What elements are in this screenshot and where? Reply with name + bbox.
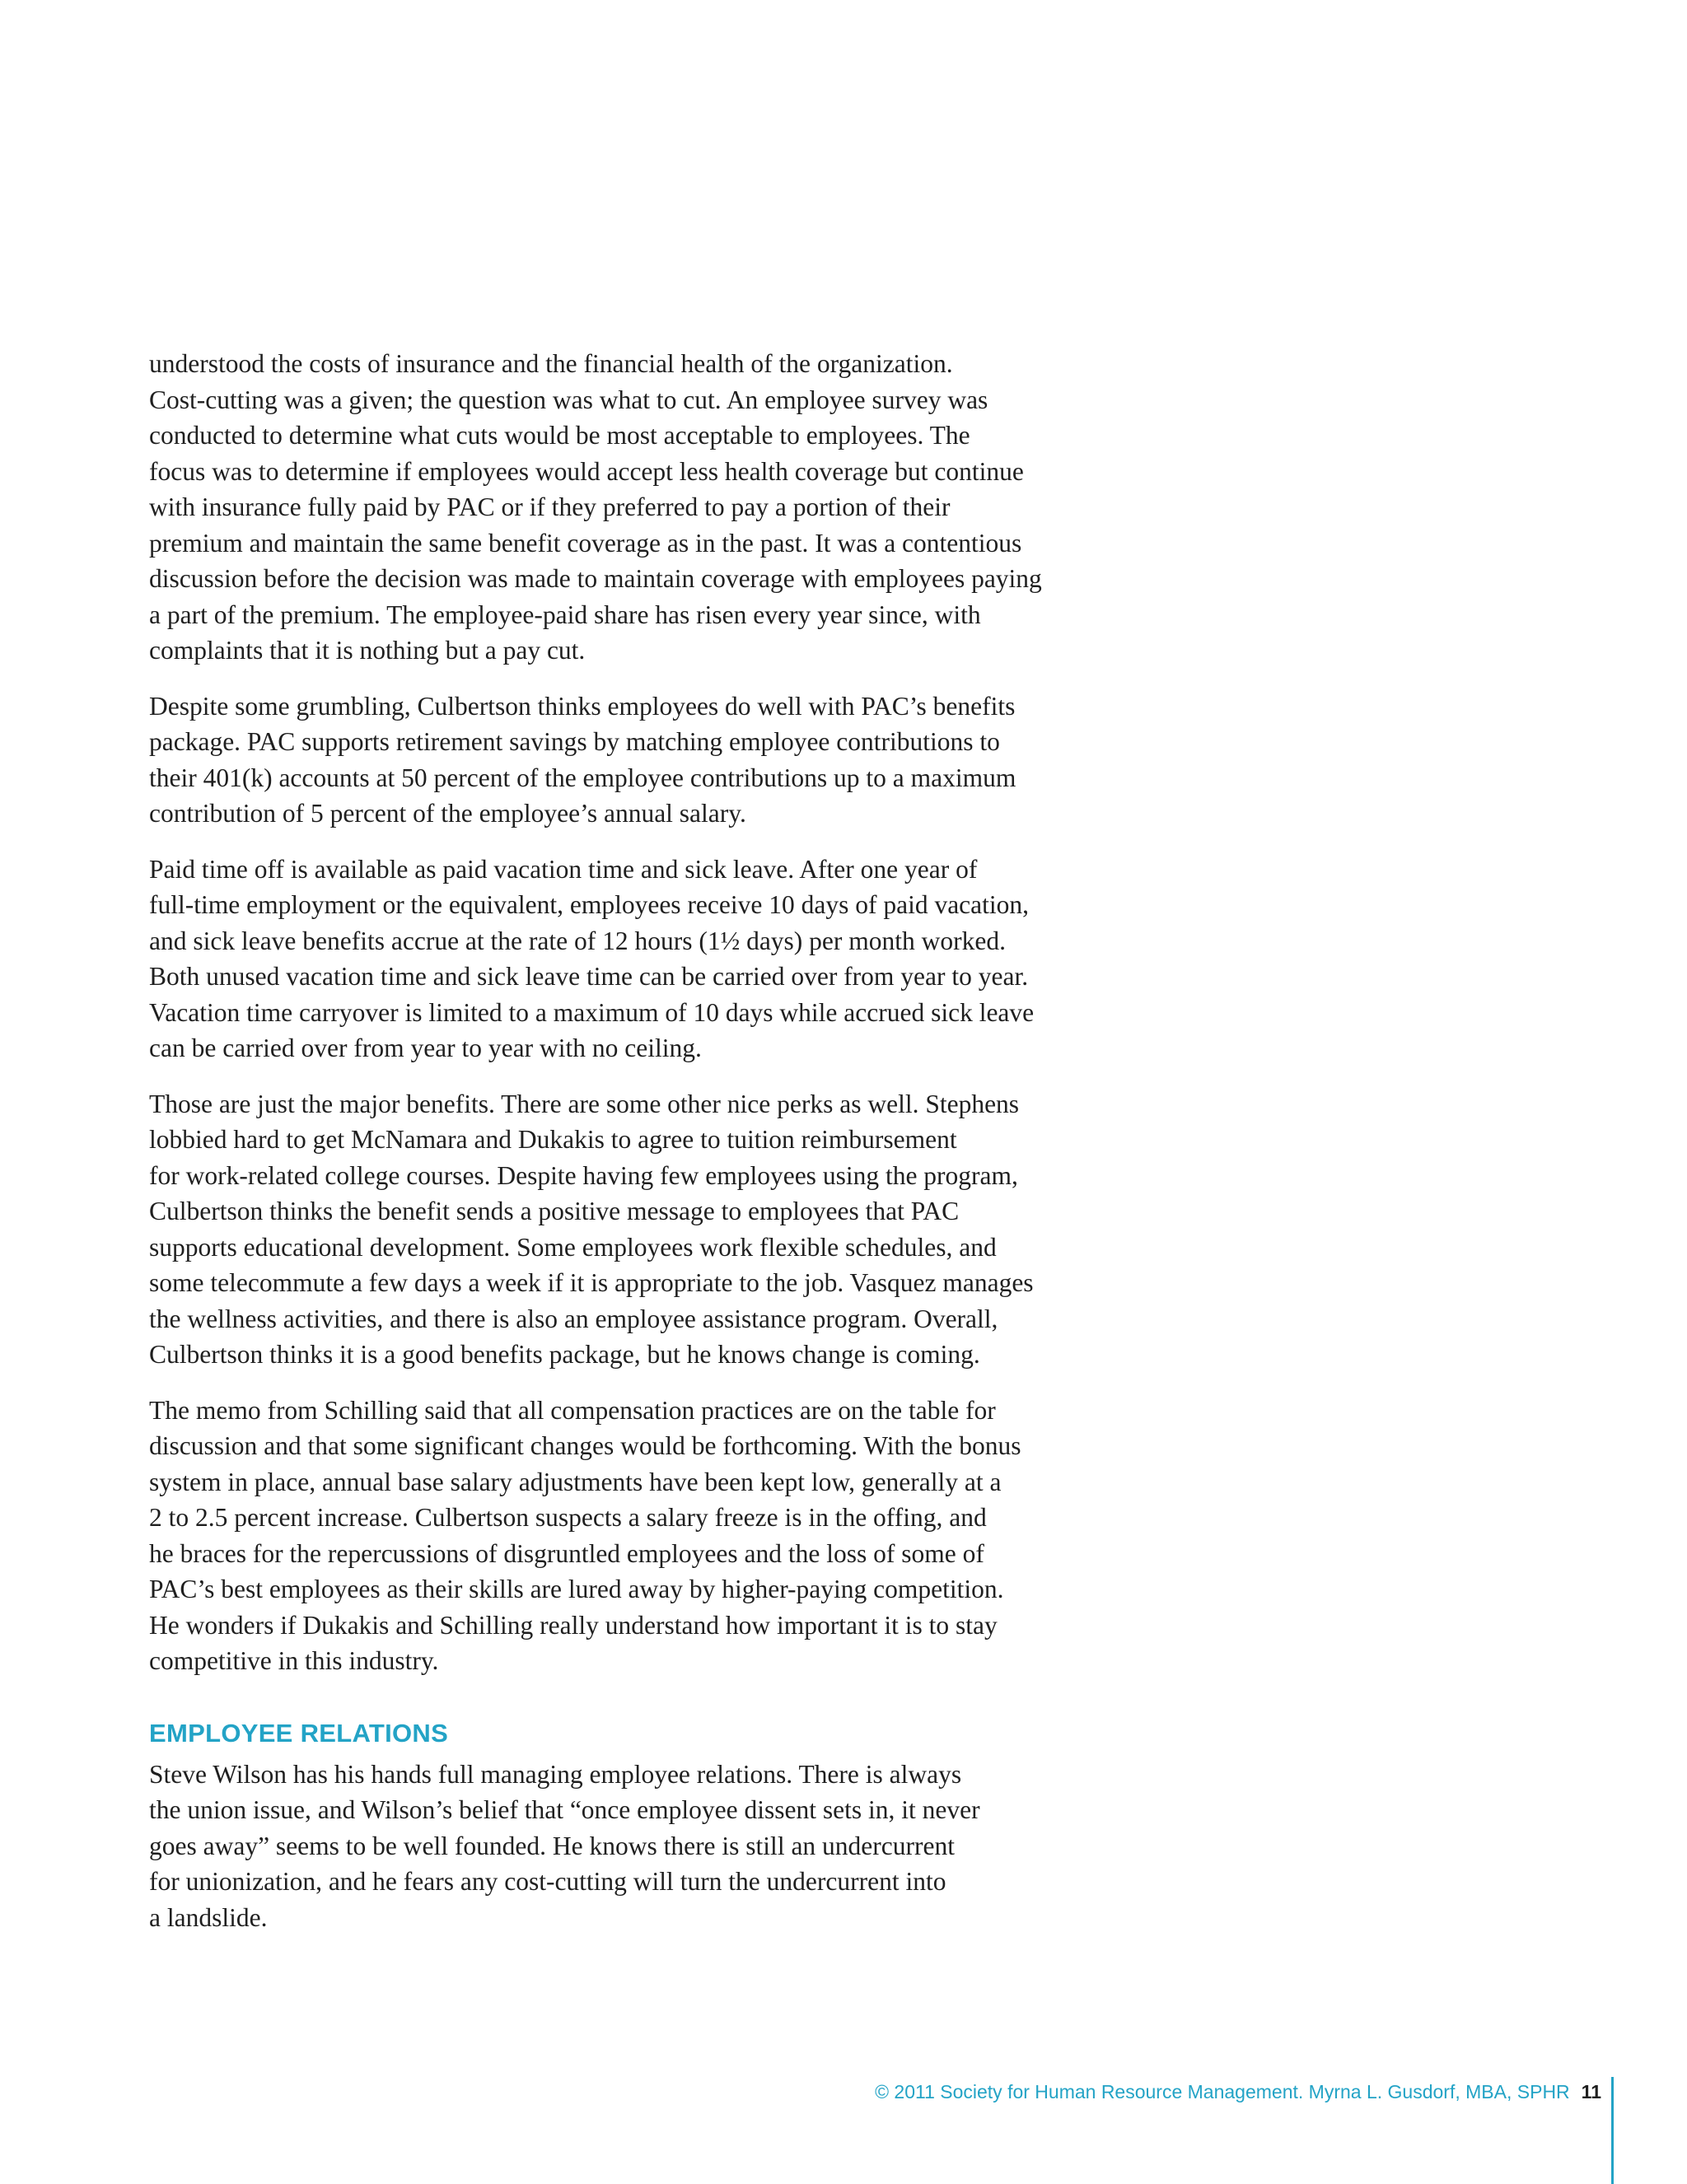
footer-copyright: © 2011 Society for Human Resource Management. Myrna L. Gusdorf, MBA, SPHR — [875, 2081, 1570, 2102]
paragraph-employee-relations: Steve Wilson has his hands full managing employee relations. There is always the union issue, and Wilson’s belief that “once employee dissent sets in, it never goes away” seems to be well founded. He knows there is still an undercurrent for unionization, and he fears any cost-cutting will turn the undercurrent into a landslide. — [149, 1759, 980, 1932]
section-heading-employee-relations: EMPLOYEE RELATIONS — [149, 1718, 449, 1748]
page-footer — [875, 2077, 1614, 2184]
paragraph-insurance-costs: understood the costs of insurance and the financial health of the organization. Cost-cutting was a given; the question was what to cut. An employee survey was conducted to determine what cuts would be most acceptable to employees. The focus was to determine if employees would accept less health coverage but continue with insurance fully paid by PAC or if they preferred to pay a portion of their premium and maintain the same benefit coverage as in the past. It was a contentious discussion before the decision was made to maintain coverage with employees paying a part of the premium. The employee-paid share has risen every year since, with complaints that it is nothing but a pay cut. — [149, 349, 1042, 665]
page-number: 11 — [1581, 2081, 1601, 2102]
footer-vertical-rule — [1611, 2077, 1614, 2184]
paragraph-compensation-memo: The memo from Schilling said that all compensation practices are on the table for discussion and that some significant changes would be forthcoming. With the bonus system in place, annual base salary adjustments have been kept low, generally at a 2 to 2.5 percent increase. Culbertson suspects a salary freeze is in the offing, and he braces for the repercussions of disgruntled employees and the loss of some of PAC’s best employees as their skills are lured away by higher-paying competition. He wonders if Dukakis and Schilling really understand how important it is to stay competitive in this industry. — [149, 1395, 1021, 1675]
document-body — [149, 346, 1121, 1955]
paragraph-benefits-package: Despite some grumbling, Culbertson thinks employees do well with PAC’s benefits package. PAC supports retirement savings by matching employee contributions to their 401(k) accounts at 50 percent of the employee contributions up to a maximum contribution of 5 percent of the employee’s annual salary. — [149, 691, 1016, 828]
paragraph-perks: Those are just the major benefits. There are some other nice perks as well. Stephens lobbied hard to get McNamara and Dukakis to agree to tuition reimbursement for work-related college courses. Despite having few employees using the program, Culbertson thinks the benefit sends a positive message to employees that PAC supports educational development. Some employees work flexible schedules, and some telecommute a few days a week if it is appropriate to the job. Vasquez manages the wellness activities, and there is also an employee assistance program. Overall, Culbertson thinks it is a good benefits package, but he knows change is coming. — [149, 1089, 1034, 1369]
paragraph-paid-time-off: Paid time off is available as paid vacation time and sick leave. After one year of full-time employment or the equivalent, employees receive 10 days of paid vacation, and sick leave benefits accrue at the rate of 12 hours (1½ days) per month worked. Both unused vacation time and sick leave time can be carried over from year to year. Vacation time carryover is limited to a maximum of 10 days while accrued sick leave can be carried over from year to year with no ceiling. — [149, 854, 1035, 1062]
